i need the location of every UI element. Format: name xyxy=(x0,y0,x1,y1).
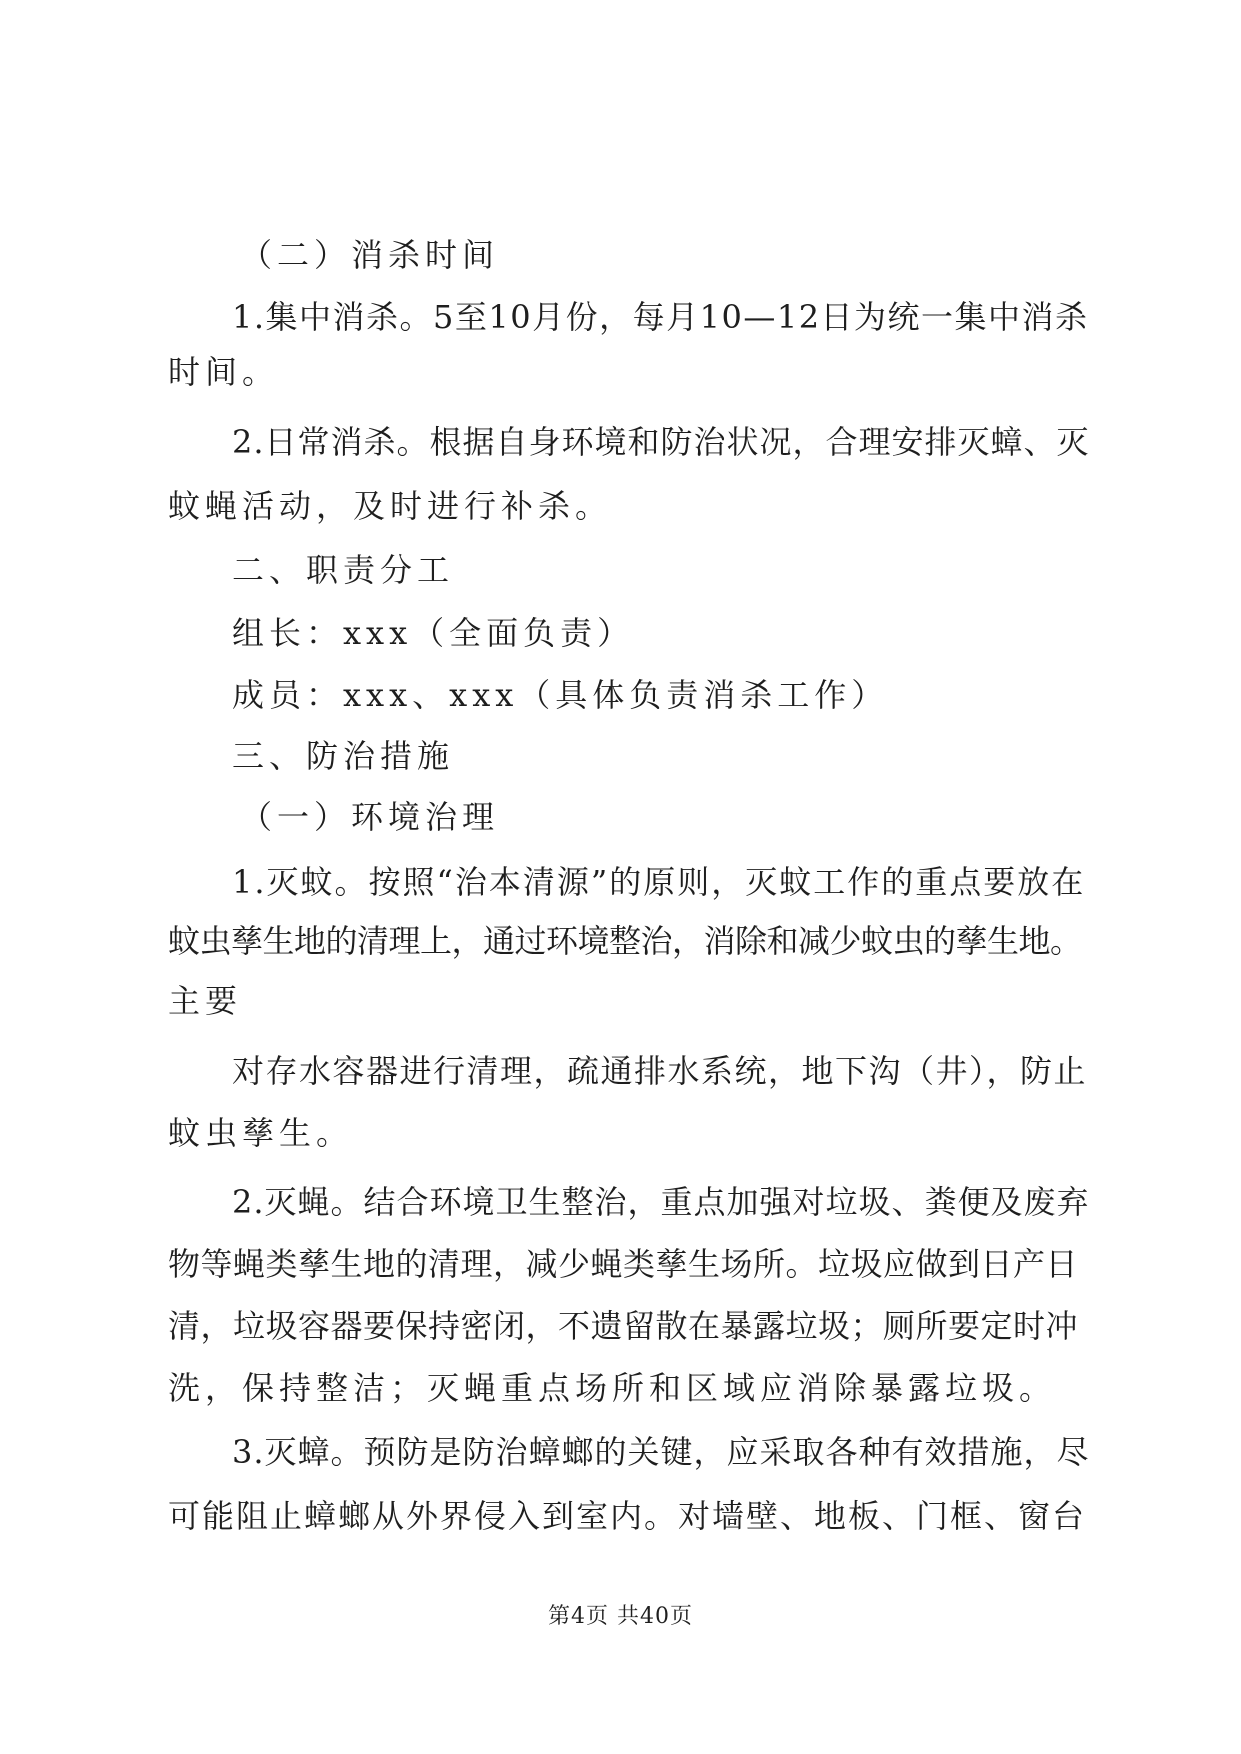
text-line: 2.灭蝇。结合环境卫生整治，重点加强对垃圾、粪便及废弃 xyxy=(232,1183,1090,1221)
text-line: 组长：xxx（全面负责） xyxy=(232,614,635,652)
text-line: 物等蝇类孳生地的清理，减少蝇类孳生场所。垃圾应做到日产日 xyxy=(168,1245,1079,1283)
text-line: 可能阻止蟑螂从外界侵入到室内。对墙壁、地板、门框、窗台 xyxy=(168,1497,1087,1535)
text-line: （二）消杀时间 xyxy=(240,236,500,274)
text-line: 清，垃圾容器要保持密闭，不遗留散在暴露垃圾；厕所要定时冲 xyxy=(168,1307,1079,1345)
text-line: 蚊虫孳生地的清理上，通过环境整治，消除和减少蚊虫的孳生地。 xyxy=(168,922,1082,960)
text-line: 蚊蝇活动，及时进行补杀。 xyxy=(168,487,613,525)
text-line: 主要 xyxy=(168,982,243,1020)
text-line: 2.日常消杀。根据自身环境和防治状况，合理安排灭蟑、灭 xyxy=(232,423,1090,461)
text-line: 1.灭蚊。按照“治本清源”的原则，灭蚊工作的重点要放在 xyxy=(232,863,1086,901)
text-line: 成员：xxx、xxx（具体负责消杀工作） xyxy=(232,676,889,714)
text-line: 对存水容器进行清理，疏通排水系统，地下沟（井），防止 xyxy=(232,1052,1088,1090)
text-line: （一）环境治理 xyxy=(240,798,500,836)
text-line: 时间。 xyxy=(168,353,280,391)
text-line: 三、防治措施 xyxy=(232,737,455,775)
text-line: 洗，保持整洁；灭蝇重点场所和区域应消除暴露垃圾。 xyxy=(168,1369,1057,1407)
text-line: 3.灭蟑。预防是防治蟑螂的关键，应采取各种有效措施，尽 xyxy=(232,1433,1090,1471)
page-number-footer: 第4页 共40页 xyxy=(548,1604,693,1629)
text-line: 蚊虫孳生。 xyxy=(168,1114,354,1152)
text-line: 1.集中消杀。5至10月份，每月10—12日为统一集中消杀 xyxy=(232,298,1089,336)
text-line: 二、职责分工 xyxy=(232,551,455,589)
